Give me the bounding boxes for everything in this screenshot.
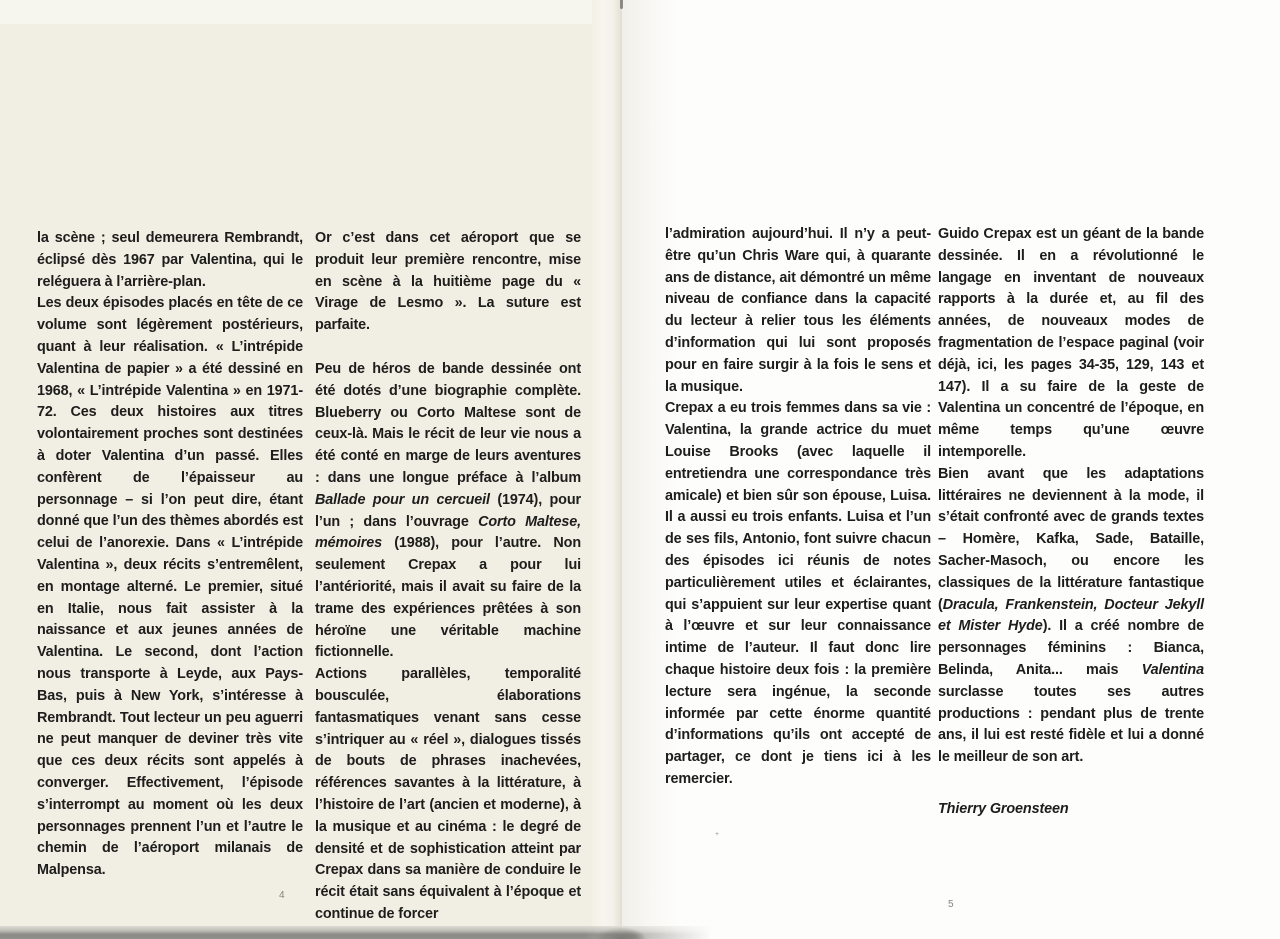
text-run: Bien avant que les adaptations littéraires ne deviennent à la mode, il s’était confronté avec de grands textes – Homère, Kafka, Sade, Bataille, Sacher-Masoch, ou encore les classiques de la littérature fantastique ( bbox=[938, 465, 1204, 613]
page-number-right: 5 bbox=[948, 899, 954, 910]
left-page-column-2 bbox=[315, 228, 581, 926]
text-run: surclasse toutes ses autres productions : pendant plus de trente ans, il lui est resté fidèle et lui a donné le meilleur de son art. bbox=[938, 683, 1204, 766]
right-page-column-1 bbox=[665, 224, 931, 791]
text-run: l’admiration aujourd’hui. Il n’y a peut-être qu’un Chris Ware qui, à quarante ans de distance, ait démontré un même niveau de confiance dans la capacité du lecteur à relier tous les éléments d’information qui lui sont proposés pour en faire surgir à la fois le sens et la musique. bbox=[665, 226, 931, 395]
dust-speck: + bbox=[715, 831, 720, 838]
paragraph bbox=[665, 398, 931, 790]
paragraph bbox=[665, 224, 931, 398]
paragraph bbox=[315, 664, 581, 926]
text-run: (1974), pour l’un ; dans l’ouvrage bbox=[315, 491, 581, 530]
text-run: Les deux épisodes placés en tête de ce volume sont légèrement postérieurs, quant à leur réalisation. « L’intrépide Valentina de papier » a été dessiné en 1968, « L’intrépide Valentina » en 1971-72. Ces deux histoires aux titres volontairement proches sont destinées à doter Valentina d’un passé. Elles confèrent de l’épaisseur au personnage – si l’on peut dire, étant donné que l’un des thèmes abordés est celui de l’anorexie. Dans « L’intrépide Valentina », deux récits s’entremêlent, en montage alterné. Le premier, situé en Italie, nous fait assister à la naissance et aux jeunes années de Valentina. Le second, dont l’action nous transporte à Leyde, aux Pays-Bas, puis à New York, s’intéresse à Rembrandt. Tout lecteur un peu aguerri ne peut manquer de deviner très vite que ces deux récits sont appelés à converger. Effectivement, l’épisode s’interrompt au moment où les deux personnages prennent l’un et l’autre le chemin de l’aéroport milanais de Malpensa. bbox=[37, 295, 303, 879]
author-signature: Thierry Groensteen bbox=[938, 801, 1069, 817]
text-run: (1988), pour l’autre. Non seulement Crepax a pour lui l’antériorité, mais il avait su faire de la trame des expériences prêtées à son héroïne une véritable machine fictionnelle. bbox=[315, 535, 581, 661]
italic-text-run: Corto Maltese, mémoires bbox=[315, 513, 581, 552]
text-run: Or c’est dans cet aéroport que se produit leur première rencontre, mise en scène à la huitième page du « Virage de Lesmo ». La suture est parfaite. bbox=[315, 230, 581, 334]
text-run: la scène ; seul demeurera Rembrandt, éclipsé dès 1967 par Valentina, qui le reléguera à l’arrière-plan. bbox=[37, 230, 303, 290]
paragraph bbox=[37, 228, 303, 293]
page-number-left: 4 bbox=[279, 890, 285, 901]
italic-text-run: Ballade pour un cercueil bbox=[315, 491, 490, 508]
book-bottom-edge bbox=[0, 926, 712, 939]
paragraph bbox=[938, 464, 1204, 769]
text-run: Peu de héros de bande dessinée ont été dotés d’une biographie complète. Blueberry ou Corto Maltese sont de ceux-là. Mais le récit de leur vie nous a été conté en marge de leurs aventures : dans une longue préface à l’album bbox=[315, 360, 581, 486]
page-left-top-sheen bbox=[0, 0, 592, 24]
text-run: ). Il a créé nombre de personnages féminins : Bianca, Belinda, Anita... mais bbox=[938, 618, 1204, 678]
text-run: Crepax a eu trois femmes dans sa vie : Valentina, la grande actrice du muet Louise Brooks (avec laquelle il entretiendra une correspondance très amicale) et bien sûr son épouse, Luisa. Il a aussi eu trois enfants. Luisa et l’un de ses fils, Antonio, font suivre chacun des épisodes ici réunis de notes particulièrement utiles et éclairantes, qui s’appuient sur leur expertise quant à l’œuvre et sur leur connaissance intime de l’auteur. Il faut donc lire chaque histoire deux fois : la première lecture sera ingénue, la seconde informée par cette énorme quantité d’informations qu’ils ont accepté de partager, ce dont je tiens ici à les remercier. bbox=[665, 400, 931, 787]
text-run: Actions parallèles, temporalité bousculée, élaborations fantasmatiques venant sans cesse s’intriquer au « réel », dialogues tissés de bouts de phrases inachevées, références savantes à la littérature, à l’histoire de l’art (ancien et moderne), à la musique et au cinéma : le degré de densité et de sophistication atteint par Crepax dans sa manière de conduire le récit était sans équivalent à l’époque et continue de forcer bbox=[315, 666, 581, 922]
text-run: Guido Crepax est un géant de la bande dessinée. Il en a révolutionné le langage en inventant de nouveaux rapports à la durée et, au fil des années, de nouveaux modes de fragmentation de l’espace paginal (voir déjà, ici, les pages 34-35, 129, 143 et 147). Il a su faire de la geste de Valentina un concentré de l’époque, en même temps qu’une œuvre intemporelle. bbox=[938, 226, 1204, 460]
book-gutter-fold bbox=[592, 0, 622, 939]
gutter-top-mark bbox=[620, 0, 623, 9]
italic-text-run: Dracula, Frankenstein, Docteur Jekyll et Mister Hyde bbox=[938, 596, 1204, 635]
paragraph bbox=[37, 293, 303, 882]
italic-text-run: Valentina bbox=[1141, 661, 1204, 678]
paragraph bbox=[315, 228, 581, 337]
paragraph bbox=[315, 359, 581, 664]
left-page-column-1 bbox=[37, 228, 303, 882]
right-page-column-2 bbox=[938, 224, 1204, 769]
paragraph bbox=[938, 224, 1204, 464]
